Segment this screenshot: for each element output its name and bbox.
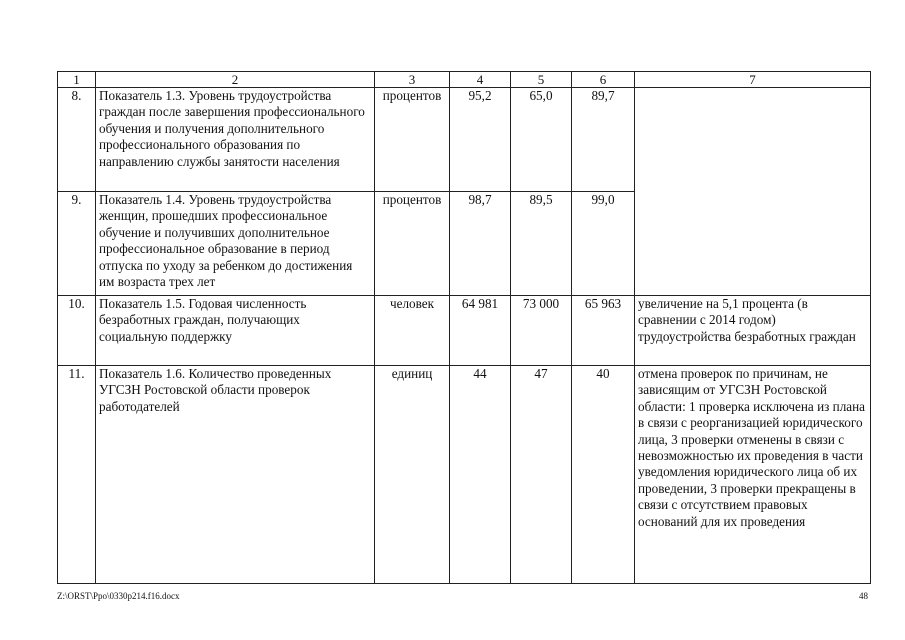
row-number: 10. bbox=[58, 296, 96, 366]
note-cell: увеличение на 5,1 процента (в сравнении с 2014 годом) трудоустройства безработных граждан bbox=[635, 296, 871, 366]
value-cell: 99,0 bbox=[572, 192, 635, 296]
file-path: Z:\ORST\Ppo\0330p214.f16.docx bbox=[57, 591, 180, 601]
table-header-row bbox=[58, 72, 871, 88]
row-number: 9. bbox=[58, 192, 96, 296]
table-row bbox=[58, 366, 871, 584]
value-cell: 40 bbox=[572, 366, 635, 584]
value-cell: 73 000 bbox=[511, 296, 572, 366]
indicator-cell: Показатель 1.4. Уровень трудоустройства женщин, прошедших профессиональное обучение и получивших дополнительное профессиональное образование в период отпуска по уходу за ребенком до достижения им возраста трех лет bbox=[96, 192, 375, 296]
header-cell: 3 bbox=[375, 72, 450, 88]
indicator-cell: Показатель 1.6. Количество проведенных УГСЗН Ростовской области проверок работодателей bbox=[96, 366, 375, 584]
header-cell: 2 bbox=[96, 72, 375, 88]
value-cell: 47 bbox=[511, 366, 572, 584]
value-cell: 98,7 bbox=[450, 192, 511, 296]
value-cell: 65 963 bbox=[572, 296, 635, 366]
row-number: 8. bbox=[58, 88, 96, 192]
row-number: 11. bbox=[58, 366, 96, 584]
table-row bbox=[58, 88, 871, 192]
note-cell: отмена проверок по причинам, не зависящим от УГСЗН Ростовской области: 1 проверка исключена из плана в связи с реорганизацией юридического лица, 3 проверки отменены в связи с невозможностью их проведения в части уведомления юридического лица об их проведении, 3 проверки прекращены в связи с отсутствием правовых оснований для их проведения bbox=[635, 366, 871, 584]
value-cell: 64 981 bbox=[450, 296, 511, 366]
report-table bbox=[57, 71, 871, 584]
value-cell: 89,5 bbox=[511, 192, 572, 296]
unit-cell: человек bbox=[375, 296, 450, 366]
unit-cell: процентов bbox=[375, 88, 450, 192]
value-cell: 95,2 bbox=[450, 88, 511, 192]
header-cell: 6 bbox=[572, 72, 635, 88]
table-row bbox=[58, 296, 871, 366]
note-cell bbox=[635, 88, 871, 296]
value-cell: 89,7 bbox=[572, 88, 635, 192]
unit-cell: единиц bbox=[375, 366, 450, 584]
header-cell: 5 bbox=[511, 72, 572, 88]
indicator-cell: Показатель 1.3. Уровень трудоустройства граждан после завершения профессионального обучения и получения дополнительного профессионального образования по направлению службы занятости населения bbox=[96, 88, 375, 192]
unit-cell: процентов bbox=[375, 192, 450, 296]
page-number: 48 bbox=[859, 591, 868, 601]
header-cell: 1 bbox=[58, 72, 96, 88]
value-cell: 44 bbox=[450, 366, 511, 584]
header-cell: 7 bbox=[635, 72, 871, 88]
indicator-cell: Показатель 1.5. Годовая численность безработных граждан, получающих социальную поддержку bbox=[96, 296, 375, 366]
header-cell: 4 bbox=[450, 72, 511, 88]
value-cell: 65,0 bbox=[511, 88, 572, 192]
